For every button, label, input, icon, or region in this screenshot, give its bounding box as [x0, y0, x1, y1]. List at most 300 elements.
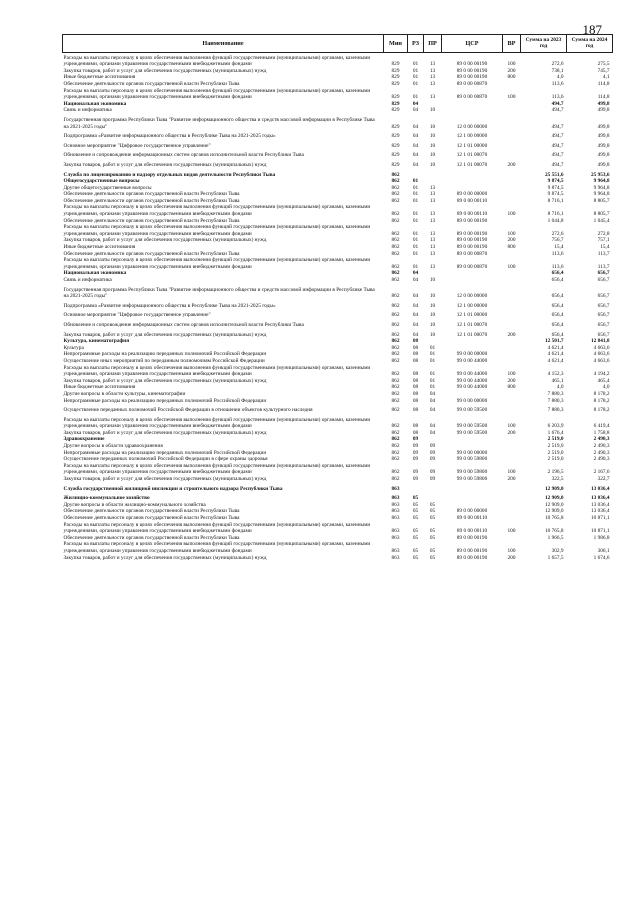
row-sum-2024: 499,8 — [597, 107, 610, 114]
row-csr: 89 0 00 00190 — [456, 230, 488, 237]
row-rz: 08 — [412, 407, 419, 414]
row-pr: 13 — [429, 80, 436, 87]
row-csr: 12 1 00 00000 — [456, 302, 488, 309]
row-min: 863 — [391, 515, 400, 521]
row-rz: 05 — [412, 534, 419, 541]
row-sum-2024: 4,0 — [602, 384, 610, 391]
row-sum-2023: 2 519,0 — [547, 449, 564, 456]
row-vr — [503, 483, 521, 493]
row-pr: 10 — [429, 293, 436, 300]
table-row — [63, 191, 613, 198]
row-csr: 99 0 00 00000 — [456, 449, 488, 456]
row-name: Национальная экономика — [63, 100, 127, 107]
row-sum-2024: 499,8 — [597, 100, 610, 107]
row-pr: 10 — [429, 123, 436, 130]
row-sum-2023: 4,0 — [556, 384, 564, 391]
row-pr: 13 — [429, 191, 436, 198]
row-csr — [442, 185, 503, 192]
row-pr: 09 — [429, 476, 436, 483]
row-rz: 08 — [412, 371, 419, 378]
row-name: Расходы на выплаты персоналу в целях обеспечения выполнения функций государственными (муниципальными) органами, казенными учреждениями, органами управления государственными внебюджетными фондами — [63, 204, 371, 218]
row-pr: 10 — [429, 142, 436, 149]
row-rz: 01 — [412, 191, 419, 198]
row-pr: 09 — [429, 443, 436, 450]
row-rz: 08 — [412, 397, 419, 404]
row-sum-2024: 275,5 — [597, 61, 610, 68]
row-sum-2023: 656,4 — [551, 331, 564, 338]
row-sum-2023: 494,7 — [551, 123, 564, 130]
row-vr — [503, 185, 521, 192]
row-pr — [424, 338, 442, 345]
row-csr: 89 0 00 00190 — [456, 554, 488, 561]
row-csr: 12 1 01 00000 — [456, 312, 488, 319]
row-csr: 99 0 00 00000 — [456, 351, 488, 358]
row-name: Непрограммные расходы на реализацию переданных полномочий Российской Федерации — [63, 449, 267, 456]
row-sum-2023: 272,6 — [551, 230, 564, 237]
row-sum-2024: 10 871,1 — [590, 528, 610, 535]
row-min: 863 — [391, 495, 400, 502]
row-sum-2023: 7 880,3 — [547, 390, 564, 397]
row-csr: 12 1 01 00070 — [456, 321, 488, 328]
row-rz: 01 — [412, 197, 419, 204]
row-rz: 08 — [412, 429, 419, 436]
row-vr: 200 — [507, 476, 516, 483]
row-rz: 08 — [412, 344, 419, 351]
row-min: 829 — [391, 100, 400, 107]
row-min: 862 — [391, 321, 400, 328]
row-pr: 13 — [429, 61, 436, 68]
row-pr: 01 — [429, 357, 436, 364]
row-pr: 13 — [429, 217, 436, 224]
table-row — [63, 404, 613, 414]
row-vr — [503, 450, 521, 457]
row-sum-2024: 4 194,2 — [593, 371, 610, 378]
row-vr — [503, 492, 521, 502]
row-rz: 01 — [412, 211, 419, 218]
row-sum-2023: 9 874,5 — [547, 191, 564, 198]
row-csr: 99 0 00 44000 — [456, 357, 488, 364]
row-csr: 99 0 00 59800 — [456, 476, 488, 483]
row-name: Осуществление иных мероприятий по переданным полномочиям Российской Федерации — [63, 357, 265, 364]
row-csr — [442, 483, 503, 493]
row-name: Закупка товаров, работ и услуг для обеспечения государственных (муниципальных) нужд — [63, 161, 267, 168]
row-name: Обеспечение деятельности органов государственной власти Республики Тыва — [63, 250, 240, 257]
row-min: 863 — [391, 528, 400, 535]
row-sum-2024: 4 663,6 — [593, 357, 610, 364]
row-sum-2023: 656,4 — [551, 312, 564, 319]
row-sum-2024: 745,7 — [597, 67, 610, 74]
row-rz: 09 — [412, 456, 419, 463]
row-vr — [503, 456, 521, 463]
row-csr: 99 0 00 59800 — [456, 469, 488, 476]
row-min: 862 — [391, 171, 400, 178]
row-sum-2023: 1 044,8 — [547, 217, 564, 224]
row-csr — [442, 107, 503, 114]
table-row — [63, 492, 613, 502]
row-rz: 05 — [412, 547, 419, 554]
row-pr: 09 — [429, 456, 436, 463]
row-vr — [503, 338, 521, 345]
row-sum-2023: 6 203,9 — [547, 423, 564, 430]
row-csr — [442, 492, 503, 502]
table-row — [63, 237, 613, 244]
row-name: Государственная программа Республики Тыва "Развитие информационного общества и средств массовой информации в Республике Тыва на 2021-2025 годы" — [63, 116, 375, 130]
row-name: Непрограммные расходы на реализацию переданных полномочий Российской Федерации — [63, 351, 267, 358]
row-sum-2024: 13 036,4 — [590, 485, 610, 492]
row-csr — [442, 338, 503, 345]
row-pr: 04 — [429, 423, 436, 430]
row-pr: 13 — [429, 67, 436, 74]
row-min: 862 — [391, 384, 400, 391]
row-pr: 05 — [429, 508, 436, 515]
row-pr: 05 — [429, 501, 436, 508]
row-csr: 89 0 00 00110 — [456, 528, 488, 535]
row-vr: 100 — [507, 263, 516, 270]
row-csr: 89 0 00 00000 — [456, 508, 488, 515]
row-name: Закупка товаров, работ и услуг для обеспечения государственных (муниципальных) нужд — [63, 237, 267, 244]
row-pr: 10 — [429, 161, 436, 168]
row-sum-2024: 12 841,8 — [590, 338, 610, 345]
row-min: 862 — [391, 230, 400, 237]
row-vr — [503, 284, 521, 300]
row-vr — [503, 351, 521, 358]
table-row — [63, 257, 613, 270]
row-rz: 05 — [412, 501, 419, 508]
row-sum-2023: 12 909,0 — [544, 485, 564, 492]
row-pr: 13 — [429, 263, 436, 270]
row-min: 829 — [391, 142, 400, 149]
table-row — [63, 338, 613, 345]
row-vr: 100 — [507, 423, 516, 430]
row-rz: 04 — [412, 142, 419, 149]
row-rz: 04 — [412, 302, 419, 309]
row-sum-2023: 7 880,3 — [547, 407, 564, 414]
row-rz — [408, 483, 424, 493]
row-vr — [503, 270, 521, 277]
row-min: 863 — [391, 534, 400, 541]
row-pr: 10 — [429, 302, 436, 309]
row-vr: 100 — [507, 469, 516, 476]
row-name: Государственная программа Республики Тыва "Развитие информационного общества и средств массовой информации в Республике Тыва на 2021-2025 годы" — [63, 286, 375, 300]
row-min: 863 — [391, 554, 400, 561]
row-name: Другие вопросы в области жилищно-коммунального хозяйства — [63, 501, 206, 508]
row-sum-2024: 2 490,3 — [593, 436, 610, 443]
row-rz: 04 — [412, 107, 419, 114]
row-name: Непрограммные расходы на реализацию переданных полномочий Российской Федерации — [63, 397, 267, 404]
row-sum-2024: 499,8 — [597, 161, 610, 168]
row-min: 829 — [391, 61, 400, 68]
row-rz: 04 — [412, 133, 419, 140]
row-sum-2024: 656,7 — [597, 321, 610, 328]
row-sum-2024: 306,1 — [597, 547, 610, 554]
table-row — [63, 178, 613, 185]
row-min: 862 — [391, 449, 400, 456]
table-row — [63, 319, 613, 329]
row-name: Обеспечение деятельности органов государственной власти Республики Тыва — [63, 515, 240, 521]
row-pr — [424, 436, 442, 443]
row-rz: 08 — [412, 390, 419, 397]
row-csr: 89 0 00 00000 — [456, 191, 488, 198]
row-min: 862 — [391, 357, 400, 364]
row-rz: 01 — [412, 263, 419, 270]
row-min: 862 — [391, 338, 400, 345]
table-row — [63, 351, 613, 358]
row-pr: 13 — [429, 94, 436, 101]
row-rz: 08 — [412, 423, 419, 430]
row-name: Подпрограмма «Развитие информационного общества в Республике Тыва на 2021-2025 годы» — [63, 133, 276, 140]
table-row — [63, 358, 613, 365]
header-csr: ЦСР — [442, 35, 503, 53]
row-min: 862 — [391, 197, 400, 204]
row-pr — [424, 169, 442, 179]
row-sum-2024: 10 871,1 — [590, 515, 610, 521]
table-row — [63, 81, 613, 88]
row-csr — [442, 345, 503, 352]
row-vr — [503, 358, 521, 365]
row-pr: 01 — [429, 384, 436, 391]
row-min: 862 — [391, 456, 400, 463]
row-name: Культура — [63, 344, 84, 351]
row-name: Общегосударственные вопросы — [63, 178, 140, 185]
row-sum-2024: 114,8 — [597, 80, 610, 87]
row-csr: 89 0 00 00870 — [456, 263, 488, 270]
row-sum-2024: 272,8 — [597, 230, 610, 237]
row-csr: 89 0 00 00870 — [456, 94, 488, 101]
row-name: Расходы на выплаты персоналу в целях обеспечения выполнения функций государственными (муниципальными) органами, казенными учреждениями, органами управления государственными внебюджетными фондами — [63, 541, 371, 554]
table-row — [63, 430, 613, 437]
row-pr: 10 — [429, 133, 436, 140]
row-rz: 08 — [412, 357, 419, 364]
row-pr — [424, 270, 442, 277]
row-pr: 01 — [429, 351, 436, 358]
row-vr: 100 — [507, 211, 516, 218]
header-rz: РЗ — [408, 35, 424, 53]
row-rz: 09 — [412, 443, 419, 450]
row-sum-2024: 465,4 — [597, 377, 610, 384]
row-pr — [424, 492, 442, 502]
row-rz: 01 — [412, 250, 419, 257]
row-sum-2024: 4,1 — [602, 74, 610, 81]
budget-table — [62, 34, 613, 561]
row-pr: 10 — [429, 331, 436, 338]
row-min: 862 — [391, 436, 400, 443]
row-csr: 89 0 00 00190 — [456, 67, 488, 74]
table-row — [63, 398, 613, 405]
row-sum-2024: 757,1 — [597, 237, 610, 244]
row-csr: 89 0 00 00190 — [456, 217, 488, 224]
row-csr — [442, 101, 503, 108]
row-rz: 09 — [412, 449, 419, 456]
row-sum-2024: 8 805,7 — [593, 197, 610, 204]
header-min: Мин — [384, 35, 408, 53]
row-vr — [503, 398, 521, 405]
row-vr — [503, 443, 521, 450]
header-sum-2024: Сумма на 2024 год — [567, 35, 613, 53]
header-vr: ВР — [503, 35, 521, 53]
row-min: 862 — [391, 344, 400, 351]
row-pr: 10 — [429, 321, 436, 328]
row-csr: 89 0 00 00110 — [456, 515, 488, 521]
row-sum-2024: 6 419,4 — [593, 423, 610, 430]
row-csr: 89 0 00 00870 — [456, 80, 488, 87]
row-pr: 04 — [429, 390, 436, 397]
table-row — [63, 300, 613, 310]
row-sum-2024: 4 663,6 — [593, 351, 610, 358]
row-csr: 12 1 00 00000 — [456, 133, 488, 140]
row-name: Закупка товаров, работ и услуг для обеспечения государственных (муниципальных) нужд — [63, 67, 267, 74]
row-sum-2024: 1 674,6 — [593, 554, 610, 561]
header-pr: ПР — [424, 35, 442, 53]
row-min: 862 — [391, 293, 400, 300]
table-row — [63, 309, 613, 319]
row-pr: 04 — [429, 407, 436, 414]
row-csr: 12 1 01 00070 — [456, 161, 488, 168]
row-sum-2023: 1 657,5 — [547, 554, 564, 561]
row-sum-2023: 2 519,0 — [547, 456, 564, 463]
row-pr — [424, 178, 442, 185]
row-rz: 04 — [412, 321, 419, 328]
header-name: Наименование — [63, 35, 384, 53]
row-sum-2023: 2 196,5 — [547, 469, 564, 476]
row-rz: 04 — [412, 277, 419, 283]
row-sum-2024: 2 490,3 — [593, 449, 610, 456]
row-min: 829 — [391, 67, 400, 74]
row-vr — [503, 508, 521, 515]
row-name: Закупка товаров, работ и услуг для обеспечения государственных (муниципальных) нужд — [63, 429, 267, 436]
row-rz: 04 — [412, 161, 419, 168]
row-sum-2023: 12 501,7 — [544, 338, 564, 345]
table-row — [63, 224, 613, 237]
row-sum-2024: 499,8 — [597, 133, 610, 140]
row-vr: 200 — [507, 377, 516, 384]
table-row — [63, 244, 613, 251]
row-vr: 100 — [507, 371, 516, 378]
row-name: Иные бюджетные ассигнования — [63, 384, 136, 391]
row-sum-2023: 1 966,5 — [547, 534, 564, 541]
row-min: 862 — [391, 184, 400, 191]
row-name: Расходы на выплаты персоналу в целях обеспечения выполнения функций государственными (муниципальными) органами, казенными учреждениями, органами управления государственными внебюджетными фондами — [63, 54, 371, 68]
row-pr: 09 — [429, 469, 436, 476]
row-pr: 10 — [429, 277, 436, 283]
row-vr: 200 — [507, 429, 516, 436]
row-min: 862 — [391, 469, 400, 476]
row-csr: 89 0 00 00190 — [456, 237, 488, 244]
row-sum-2023: 756,7 — [551, 237, 564, 244]
row-sum-2024: 499,8 — [597, 123, 610, 130]
row-min: 829 — [391, 80, 400, 87]
row-vr — [503, 107, 521, 114]
table-row — [63, 443, 613, 450]
row-min: 862 — [391, 178, 400, 185]
row-pr: 01 — [429, 377, 436, 384]
row-rz: 04 — [412, 100, 419, 107]
row-vr — [503, 436, 521, 443]
table-row — [63, 107, 613, 114]
row-sum-2023: 4 621,4 — [547, 351, 564, 358]
row-sum-2023: 9 874,5 — [547, 184, 564, 191]
table-row — [63, 52, 613, 68]
row-min: 862 — [391, 429, 400, 436]
row-rz: 01 — [412, 94, 419, 101]
row-sum-2024: 113,7 — [597, 263, 610, 270]
row-rz: 04 — [412, 293, 419, 300]
row-csr: 12 0 00 00000 — [456, 293, 488, 300]
row-name: Осуществление переданных полномочий Российской Федерации в отношении объектов культурного наследия — [63, 407, 313, 414]
row-min: 862 — [391, 443, 400, 450]
row-csr — [442, 277, 503, 284]
row-csr: 89 0 00 00110 — [456, 211, 488, 218]
row-name: Закупка товаров, работ и услуг для обеспечения государственных (муниципальных) нужд — [63, 377, 267, 384]
row-sum-2023: 9 874,5 — [547, 178, 564, 185]
row-name: Расходы на выплаты персоналу в целях обеспечения выполнения функций государственными (муниципальными) органами, казенными учреждениями, органами управления государственными внебюджетными фондами — [63, 521, 371, 535]
table-row — [63, 365, 613, 378]
table-row — [63, 515, 613, 522]
row-vr: 200 — [507, 161, 516, 168]
row-vr — [503, 319, 521, 329]
row-sum-2023: 4,0 — [556, 74, 564, 81]
row-sum-2023: 656,4 — [551, 270, 564, 277]
row-pr: 05 — [429, 528, 436, 535]
row-sum-2023: 302,9 — [551, 547, 564, 554]
row-min: 862 — [391, 270, 400, 277]
row-name: Обновление и сопровождение информационных систем органов исполнительной власти Республики Тыва — [63, 321, 304, 328]
row-pr: 01 — [429, 371, 436, 378]
row-sum-2023: 2 519,0 — [547, 443, 564, 450]
row-sum-2023: 656,4 — [551, 321, 564, 328]
row-min: 829 — [391, 107, 400, 114]
table-row — [63, 284, 613, 300]
row-sum-2023: 8 716,1 — [547, 211, 564, 218]
row-name: Связь и информатика — [63, 107, 112, 114]
table-row — [63, 463, 613, 476]
row-csr — [442, 502, 503, 509]
row-rz: 01 — [412, 237, 419, 244]
row-min: 862 — [391, 302, 400, 309]
row-name: Расходы на выплаты персоналу в целях обеспечения выполнения функций государственными (муниципальными) органами, казенными учреждениями, органами управления государственными внебюджетными фондами — [63, 87, 371, 101]
row-name: Расходы на выплаты персоналу в целях обеспечения выполнения функций государственными (муниципальными) органами, казенными учреждениями, органами управления государственными внебюджетными фондами — [63, 462, 371, 476]
row-name: Связь и информатика — [63, 277, 112, 283]
row-rz: 05 — [412, 495, 419, 502]
row-sum-2023: 494,7 — [551, 152, 564, 159]
row-min: 829 — [391, 123, 400, 130]
row-pr: 10 — [429, 107, 436, 114]
row-pr: 13 — [429, 197, 436, 204]
table-header-row — [63, 35, 613, 53]
row-name: Иные бюджетные ассигнования — [63, 244, 136, 251]
row-name: Служба по лицензированию и надзору отдельных видов деятельности Республики Тыва — [63, 171, 276, 178]
row-name: Другие общегосударственные вопросы — [63, 184, 152, 191]
row-csr: 89 0 00 00870 — [456, 250, 488, 257]
row-sum-2024: 25 953,6 — [590, 171, 610, 178]
row-csr — [442, 391, 503, 398]
row-name: Обеспечение деятельности органов государственной власти Республики Тыва — [63, 534, 240, 541]
row-min: 862 — [391, 277, 400, 283]
row-min: 862 — [391, 263, 400, 270]
row-vr — [503, 178, 521, 185]
row-sum-2023: 272,6 — [551, 61, 564, 68]
row-vr — [503, 404, 521, 414]
table-row — [63, 204, 613, 217]
row-vr — [503, 218, 521, 225]
row-csr: 99 0 00 59500 — [456, 423, 488, 430]
row-rz: 01 — [412, 80, 419, 87]
row-sum-2023: 465,1 — [551, 377, 564, 384]
row-min: 862 — [391, 331, 400, 338]
table-row — [63, 391, 613, 398]
table-row — [63, 149, 613, 159]
row-min: 862 — [391, 351, 400, 358]
row-sum-2024: 8 178,2 — [593, 407, 610, 414]
